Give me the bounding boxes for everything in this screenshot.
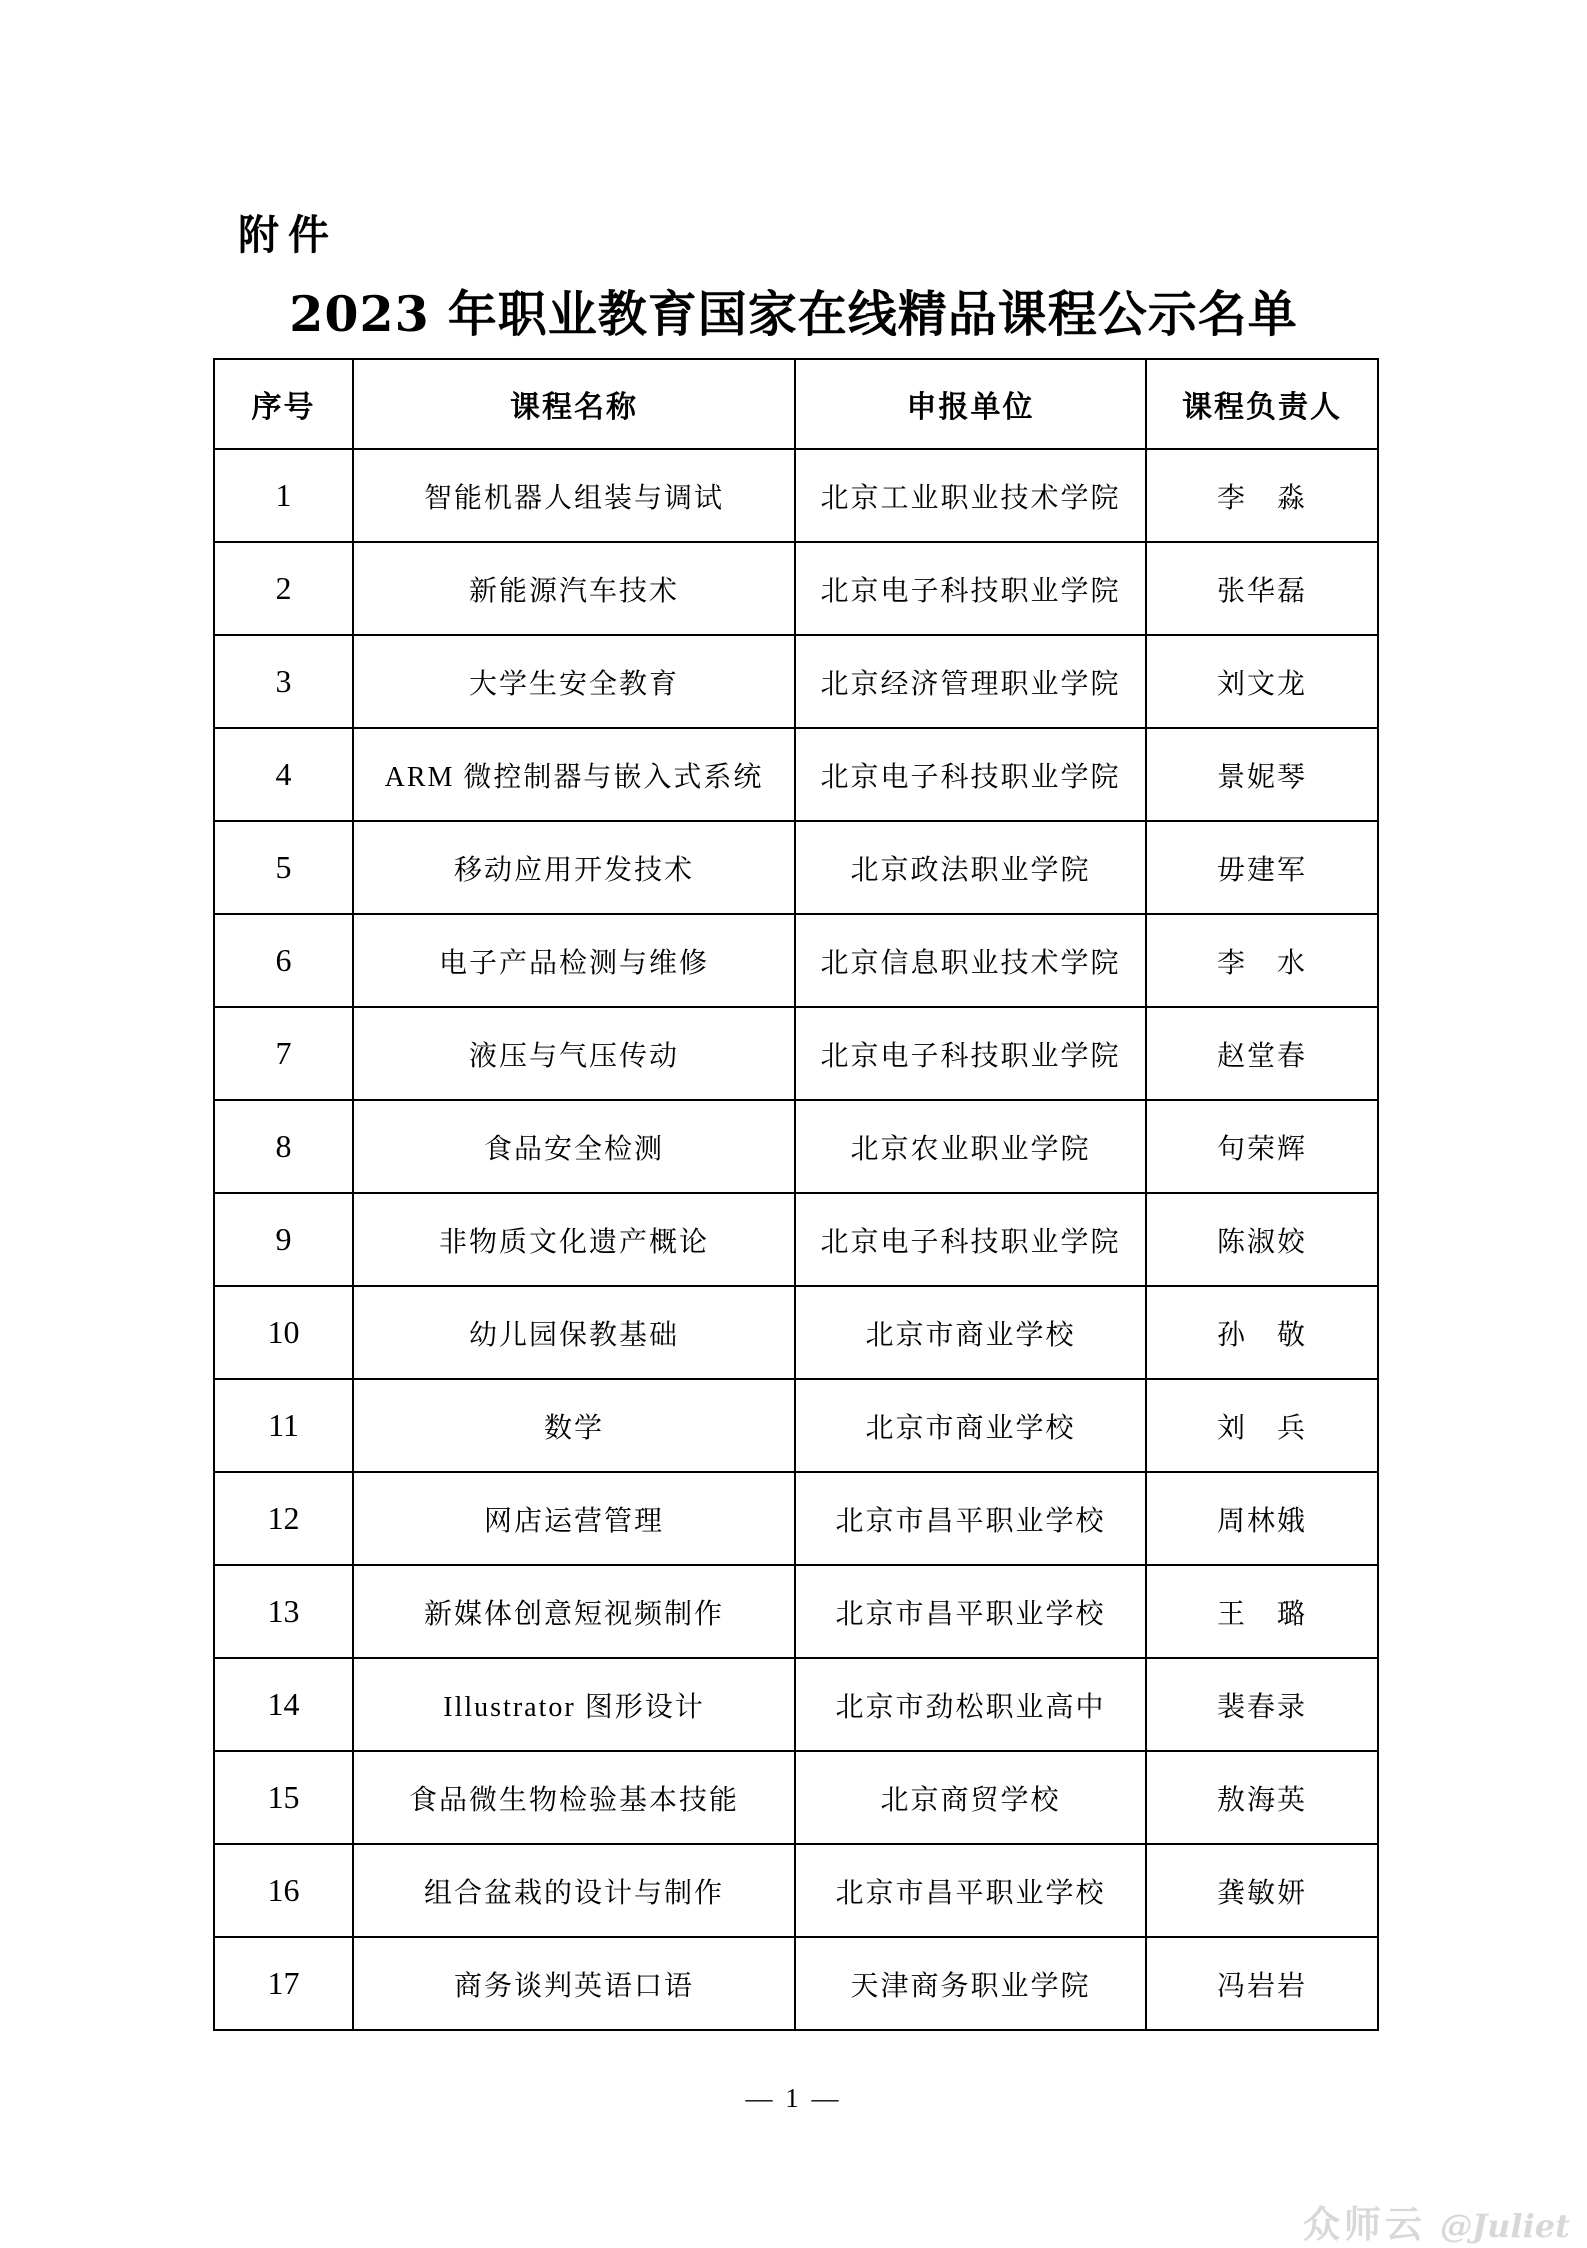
table-row — [214, 1844, 1378, 1937]
table-row — [214, 1100, 1378, 1193]
cell-org: 北京市商业学校 — [795, 1379, 1146, 1472]
cell-course: 网店运营管理 — [353, 1472, 795, 1565]
watermark-text-cn: 众师云 — [1303, 2204, 1426, 2245]
cell-no: 12 — [214, 1472, 353, 1565]
cell-org: 北京市昌平职业学校 — [795, 1472, 1146, 1565]
cell-org: 北京信息职业技术学院 — [795, 914, 1146, 1007]
cell-no: 13 — [214, 1565, 353, 1658]
cell-course: 新能源汽车技术 — [353, 542, 795, 635]
course-table — [213, 358, 1379, 2031]
cell-org: 北京电子科技职业学院 — [795, 1193, 1146, 1286]
cell-leader: 毋建军 — [1146, 821, 1378, 914]
cell-leader: 李 淼 — [1146, 449, 1378, 542]
cell-org: 北京电子科技职业学院 — [795, 542, 1146, 635]
cell-no: 16 — [214, 1844, 353, 1937]
header-cell: 课程名称 — [353, 359, 795, 449]
table-row — [214, 821, 1378, 914]
cell-org: 天津商务职业学院 — [795, 1937, 1146, 2030]
table-row — [214, 635, 1378, 728]
cell-leader: 王 璐 — [1146, 1565, 1378, 1658]
table-row — [214, 1286, 1378, 1379]
cell-course: 数学 — [353, 1379, 795, 1472]
cell-course: 食品微生物检验基本技能 — [353, 1751, 795, 1844]
cell-no: 8 — [214, 1100, 353, 1193]
cell-org: 北京商贸学校 — [795, 1751, 1146, 1844]
table-header-row — [214, 359, 1378, 449]
cell-no: 5 — [214, 821, 353, 914]
cell-course: Illustrator 图形设计 — [353, 1658, 795, 1751]
cell-org: 北京市昌平职业学校 — [795, 1565, 1146, 1658]
table-row — [214, 1379, 1378, 1472]
cell-course: 电子产品检测与维修 — [353, 914, 795, 1007]
cell-org: 北京农业职业学院 — [795, 1100, 1146, 1193]
table-row — [214, 914, 1378, 1007]
cell-no: 7 — [214, 1007, 353, 1100]
cell-leader: 裴春录 — [1146, 1658, 1378, 1751]
watermark-text-en: @Juliet — [1440, 2207, 1570, 2245]
cell-no: 4 — [214, 728, 353, 821]
cell-course: 大学生安全教育 — [353, 635, 795, 728]
page-title: 2023 年职业教育国家在线精品课程公示名单 — [289, 285, 1298, 343]
cell-leader: 李 水 — [1146, 914, 1378, 1007]
cell-org: 北京政法职业学院 — [795, 821, 1146, 914]
cell-course: 商务谈判英语口语 — [353, 1937, 795, 2030]
page-number: — 1 — — [745, 2083, 842, 2113]
cell-course: ARM 微控制器与嵌入式系统 — [353, 728, 795, 821]
table-body — [214, 449, 1378, 2030]
table-row — [214, 1007, 1378, 1100]
cell-no: 15 — [214, 1751, 353, 1844]
cell-leader: 冯岩岩 — [1146, 1937, 1378, 2030]
cell-leader: 孙 敬 — [1146, 1286, 1378, 1379]
cell-leader: 赵堂春 — [1146, 1007, 1378, 1100]
cell-leader: 句荣辉 — [1146, 1100, 1378, 1193]
header-cell: 申报单位 — [795, 359, 1146, 449]
cell-course: 移动应用开发技术 — [353, 821, 795, 914]
cell-leader: 陈淑姣 — [1146, 1193, 1378, 1286]
table-row — [214, 1658, 1378, 1751]
attachment-label: 附件 — [238, 212, 338, 258]
cell-org: 北京经济管理职业学院 — [795, 635, 1146, 728]
cell-course: 幼儿园保教基础 — [353, 1286, 795, 1379]
cell-org: 北京市昌平职业学校 — [795, 1844, 1146, 1937]
cell-no: 17 — [214, 1937, 353, 2030]
cell-no: 10 — [214, 1286, 353, 1379]
cell-course: 非物质文化遗产概论 — [353, 1193, 795, 1286]
cell-no: 1 — [214, 449, 353, 542]
cell-org: 北京电子科技职业学院 — [795, 728, 1146, 821]
cell-org: 北京市商业学校 — [795, 1286, 1146, 1379]
header-cell: 课程负责人 — [1146, 359, 1378, 449]
table-row — [214, 449, 1378, 542]
cell-no: 11 — [214, 1379, 353, 1472]
table-row — [214, 1751, 1378, 1844]
cell-no: 14 — [214, 1658, 353, 1751]
table-row — [214, 1472, 1378, 1565]
cell-leader: 龚敏妍 — [1146, 1844, 1378, 1937]
cell-course: 新媒体创意短视频制作 — [353, 1565, 795, 1658]
cell-course: 组合盆栽的设计与制作 — [353, 1844, 795, 1937]
cell-org: 北京工业职业技术学院 — [795, 449, 1146, 542]
cell-org: 北京市劲松职业高中 — [795, 1658, 1146, 1751]
header-cell: 序号 — [214, 359, 353, 449]
cell-no: 3 — [214, 635, 353, 728]
cell-leader: 景妮琴 — [1146, 728, 1378, 821]
table-row — [214, 1193, 1378, 1286]
cell-course: 智能机器人组装与调试 — [353, 449, 795, 542]
cell-no: 9 — [214, 1193, 353, 1286]
table-row — [214, 1937, 1378, 2030]
cell-leader: 刘文龙 — [1146, 635, 1378, 728]
table-row — [214, 728, 1378, 821]
cell-leader: 张华磊 — [1146, 542, 1378, 635]
table-row — [214, 542, 1378, 635]
cell-course: 食品安全检测 — [353, 1100, 795, 1193]
table-row — [214, 1565, 1378, 1658]
cell-leader: 刘 兵 — [1146, 1379, 1378, 1472]
cell-org: 北京电子科技职业学院 — [795, 1007, 1146, 1100]
cell-no: 2 — [214, 542, 353, 635]
cell-leader: 周林娥 — [1146, 1472, 1378, 1565]
cell-course: 液压与气压传动 — [353, 1007, 795, 1100]
watermark — [1303, 2194, 1570, 2248]
cell-leader: 敖海英 — [1146, 1751, 1378, 1844]
cell-no: 6 — [214, 914, 353, 1007]
